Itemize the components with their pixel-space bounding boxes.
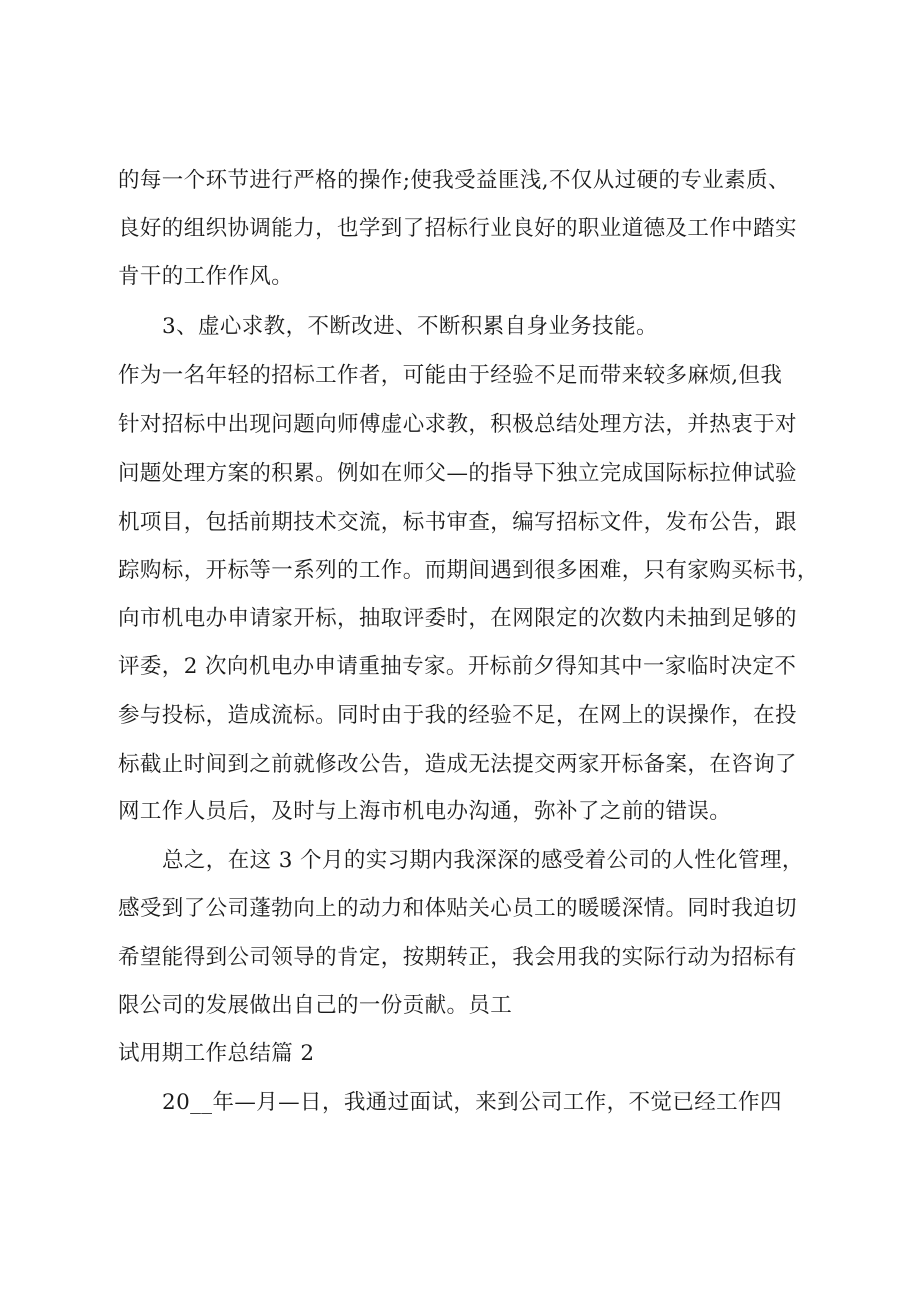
text-line-20: 20__年—月—日，我通过面试，来到公司工作，不觉已经工作四 [162, 1090, 782, 1115]
text-line-15: 总之，在这 3 个月的实习期内我深深的感受着公司的人性化管理， [162, 848, 804, 873]
text-line-18: 限公司的发展做出自己的一份贡献。员工 [118, 993, 513, 1018]
text-line-5: 作为一名年轻的招标工作者，可能由于经验不足而带来较多麻烦,但我 [118, 363, 783, 388]
text-line-9: 踪购标，开标等一系列的工作。而期间遇到很多困难，只有家购买标书， [118, 558, 819, 583]
text-line-13: 标截止时间到之前就修改公告，造成无法提交两家开标备案，在咨询了 [118, 752, 797, 777]
text-line-7: 问题处理方案的积累。例如在师父—的指导下独立完成国际标拉伸试验 [118, 461, 797, 486]
text-line-2: 良好的组织协调能力，也学到了招标行业良好的职业道德及工作中踏实 [118, 216, 797, 241]
section-heading: 试用期工作总结篇 2 [118, 1041, 315, 1066]
text-line-12: 参与投标，造成流标。同时由于我的经验不足，在网上的误操作，在投 [118, 703, 797, 728]
text-line-6: 针对招标中出现问题向师傅虚心求教，积极总结处理方法，并热衷于对 [118, 412, 797, 437]
text-line-16: 感受到了公司蓬勃向上的动力和体贴关心员工的暖暖深情。同时我迫切 [118, 896, 797, 921]
text-line-10: 向市机电办申请家开标，抽取评委时，在网限定的次数内未抽到足够的 [118, 606, 797, 631]
text-line-3: 肯干的工作作风。 [118, 264, 294, 289]
text-line-8: 机项目，包括前期技术交流，标书审查，编写招标文件，发布公告，跟 [118, 510, 797, 535]
text-line-11: 评委，2 次向机电办申请重抽专家。开标前夕得知其中一家临时决定不 [118, 654, 797, 679]
text-line-17: 希望能得到公司领导的肯定，按期转正，我会用我的实际行动为招标有 [118, 945, 797, 970]
text-line-14: 网工作人员后，及时与上海市机电办沟通，弥补了之前的错误。 [118, 799, 732, 824]
text-line-1: 的每一个环节进行严格的操作;使我受益匪浅,不仅从过硬的专业素质、 [118, 168, 790, 193]
text-line-4: 3、虚心求教，不断改进、不断积累自身业务技能。 [162, 314, 658, 339]
